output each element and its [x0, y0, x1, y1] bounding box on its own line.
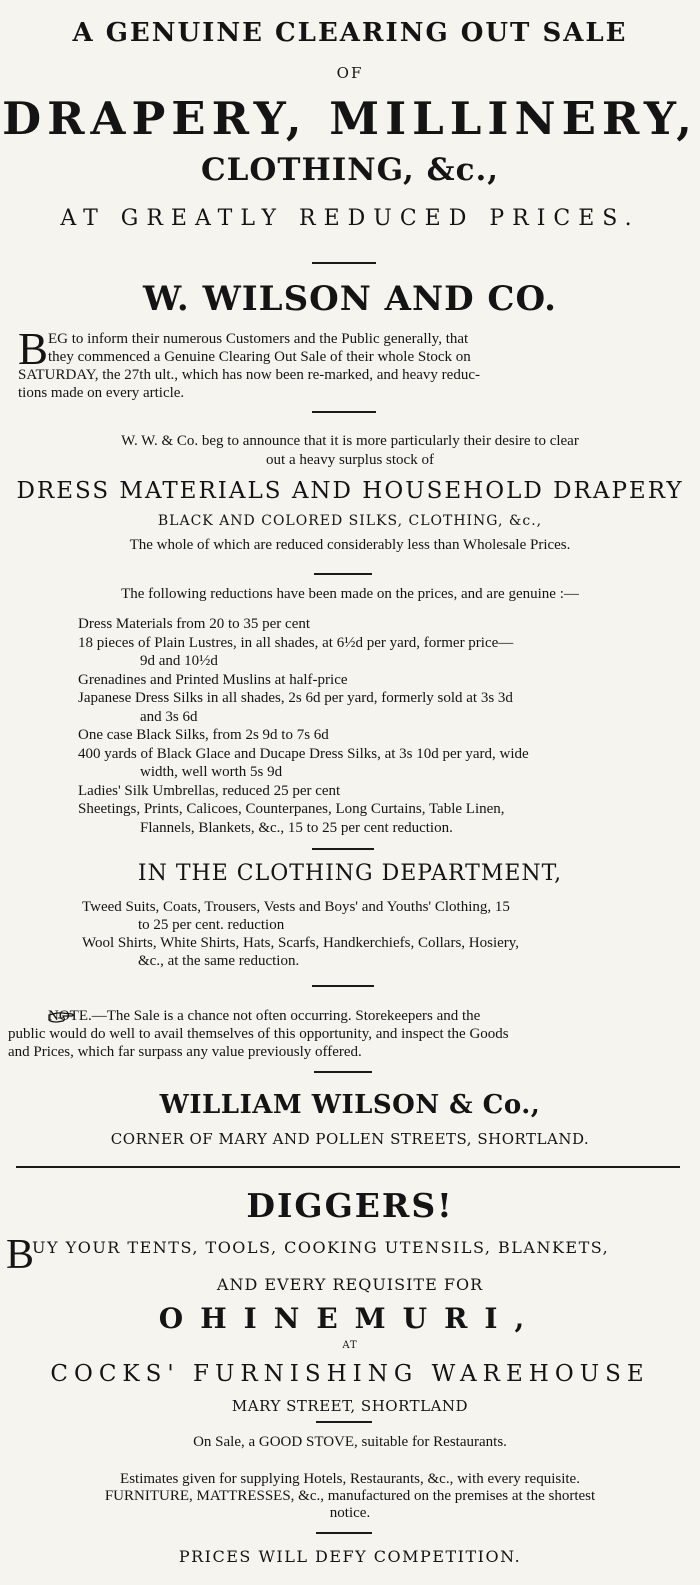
- note-line: NOTE.—The Sale is a chance not often occurring. Storekeepers and the: [48, 1008, 481, 1024]
- divider: [316, 1421, 372, 1423]
- list-item: Tweed Suits, Coats, Trousers, Vests and Boys' and Youths' Clothing, 15: [82, 899, 510, 915]
- list-item: 18 pieces of Plain Lustres, in all shades, at 6½d per yard, former price—: [78, 634, 514, 651]
- diggers-at: AT: [342, 1340, 358, 1351]
- headline-of: OF: [336, 64, 364, 82]
- note-line: public would do well to avail themselves of this opportunity, and inspect the Goods: [8, 1026, 509, 1042]
- stove-on-sale: On Sale, a GOOD STOVE, suitable for Restaurants.: [193, 1434, 507, 1450]
- prices-tagline: PRICES WILL DEFY COMPETITION.: [178, 1547, 522, 1566]
- firm-name: W. WILSON AND CO.: [143, 279, 557, 319]
- clothing-list: [82, 898, 692, 970]
- announcement-line: out a heavy surplus stock of: [266, 452, 434, 468]
- divider: [314, 573, 372, 575]
- divider: [316, 1532, 372, 1534]
- estimates-paragraph: [0, 1471, 700, 1522]
- clothing-department-heading: IN THE CLOTHING DEPARTMENT,: [137, 861, 563, 886]
- headline-reduced-prices: AT GREATLY REDUCED PRICES.: [60, 206, 640, 231]
- intro-line: EG to inform their numerous Customers and the Public generally, that: [48, 331, 469, 347]
- announcement: [0, 432, 700, 470]
- list-item-continued: width, well worth 5s 9d: [140, 764, 283, 780]
- reductions-intro: The following reductions have been made on the prices, and are genuine :—: [121, 586, 579, 602]
- list-item: Dress Materials from 20 to 35 per cent: [78, 616, 311, 632]
- warehouse-street: MARY STREET, SHORTLAND: [231, 1397, 469, 1415]
- intro-line: tions made on every article.: [18, 385, 185, 401]
- list-item-continued: to 25 per cent. reduction: [138, 917, 285, 933]
- list-item-continued: &c., at the same reduction.: [138, 953, 300, 969]
- list-item-continued: 9d and 10½d: [140, 653, 218, 669]
- diggers-heading: DIGGERS!: [246, 1186, 454, 1225]
- wholesale-note: The whole of which are reduced considerably less than Wholesale Prices.: [129, 537, 571, 553]
- signature-address: CORNER OF MARY AND POLLEN STREETS, SHORTLAND.: [110, 1130, 590, 1148]
- list-item: Japanese Dress Silks in all shades, 2s 6d per yard, formerly sold at 3s 3d: [78, 690, 513, 706]
- warehouse-name: COCKS' FURNISHING WAREHOUSE: [50, 1361, 650, 1387]
- silks-subheading: BLACK AND COLORED SILKS, CLOTHING, &c.,: [157, 513, 543, 529]
- estimates-line: FURNITURE, MATTRESSES, &c., manufactured on the premises at the shortest: [104, 1488, 596, 1504]
- list-item: Grenadines and Printed Muslins at half-price: [78, 671, 348, 688]
- signature-name: WILLIAM WILSON & Co.,: [159, 1090, 541, 1120]
- intro-dropcap: B: [18, 324, 49, 374]
- headline-clothing: CLOTHING, &c.,: [200, 152, 500, 188]
- intro-line: SATURDAY, the 27th ult., which has now been re-marked, and heavy reduc-: [18, 367, 480, 383]
- announcement-line: W. W. & Co. beg to announce that it is more particularly their desire to clear: [121, 433, 579, 449]
- list-item-continued: Flannels, Blankets, &c., 15 to 25 per cent reduction.: [140, 819, 453, 836]
- dress-materials-heading: DRESS MATERIALS AND HOUSEHOLD DRAPERY: [16, 478, 684, 504]
- divider: [312, 985, 374, 987]
- estimates-line: Estimates given for supplying Hotels, Restaurants, &c., with every requisite.: [120, 1471, 580, 1487]
- list-item-continued: and 3s 6d: [140, 708, 198, 725]
- estimates-line: notice.: [329, 1505, 371, 1521]
- list-item: Ladies' Silk Umbrellas, reduced 25 per cent: [78, 782, 341, 799]
- diggers-dropcap: B: [6, 1232, 35, 1278]
- diggers-place: OHINEMURI,: [158, 1302, 542, 1335]
- divider: [312, 411, 376, 413]
- diggers-requisite-line: AND EVERY REQUISITE FOR: [216, 1275, 484, 1294]
- headline-drapery: DRAPERY, MILLINERY,: [2, 92, 698, 145]
- diggers-buy-line: UY YOUR TENTS, TOOLS, COOKING UTENSILS, BLANKETS,: [32, 1238, 610, 1257]
- list-item: 400 yards of Black Glace and Ducape Dress Silks, at 3s 10d per yard, wide: [78, 745, 529, 762]
- divider: [314, 1071, 372, 1073]
- sale-headline: A GENUINE CLEARING OUT SALE: [72, 18, 628, 48]
- list-item: Sheetings, Prints, Calicoes, Counterpanes, Long Curtains, Table Linen,: [78, 801, 505, 817]
- intro-paragraph: [18, 330, 668, 402]
- note-line: and Prices, which far surpass any value previously offered.: [8, 1044, 362, 1060]
- divider: [312, 848, 374, 850]
- section-separator: [16, 1166, 680, 1168]
- reductions-list: [78, 615, 688, 837]
- divider: [312, 262, 376, 264]
- list-item: Wool Shirts, White Shirts, Hats, Scarfs, Handkerchiefs, Collars, Hosiery,: [82, 935, 520, 951]
- intro-line: they commenced a Genuine Clearing Out Sale of their whole Stock on: [48, 349, 471, 365]
- sale-note: [8, 1007, 688, 1061]
- list-item: One case Black Silks, from 2s 9d to 7s 6d: [78, 727, 329, 743]
